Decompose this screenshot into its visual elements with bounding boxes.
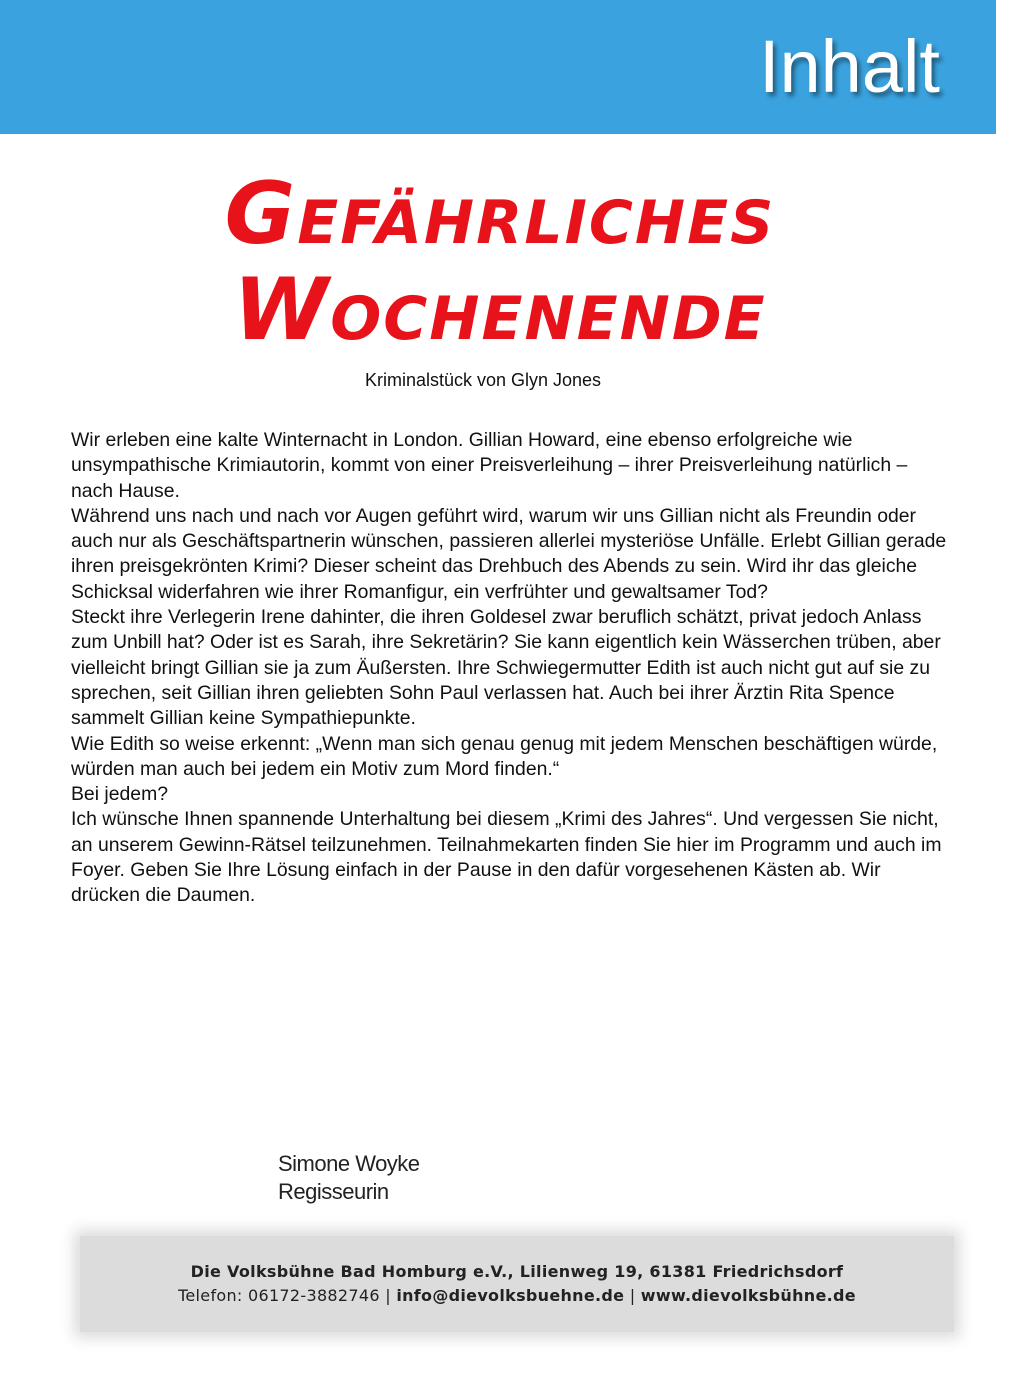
footer-separator: | (385, 1286, 391, 1305)
footer-contact-line (80, 1286, 954, 1305)
director-role: Regisseurin (278, 1179, 389, 1204)
footer-contact-box (80, 1236, 954, 1332)
synopsis-paragraph: Steckt ihre Verlegerin Irene dahinter, die ihren Goldesel zwar beruflich schätzt, privat jedoch Anlass zum Unbill hat? Oder ist es Sarah, ihre Sekretärin? Sie kann eigentlich kein Wässerchen trüben, aber vielleicht bringt Gillian sie ja zum Äußersten. Ihre Schwiegermutter Edith ist auch nicht gut auf sie zu sprechen, seit Gillian ihren geliebten Sohn Paul verlassen hat. Auch bei ihrer Ärztin Rita Spence sammelt Gillian keine Sympathiepunkte. (71, 606, 941, 730)
footer-website[interactable]: www.dievolksbühne.de (640, 1286, 856, 1305)
synopsis-paragraph: Wir erleben eine kalte Winternacht in London. Gillian Howard, eine ebenso erfolgreiche wie unsympathische Krimiautorin, kommt von einer Preisverleihung – ihrer Preisverleihung natürlich – nach Hause. (71, 429, 908, 502)
section-title: Inhalt (758, 25, 940, 108)
footer-separator: | (629, 1286, 636, 1305)
synopsis-paragraph: Wie Edith so weise erkennt: „Wenn man sich genau genug mit jedem Menschen beschäftigen würde, würden man auch bei jedem ein Motiv zum Mord finden.“ (71, 732, 938, 780)
play-title-line-1: Gefährliches (224, 164, 776, 264)
synopsis-paragraph: Bei jedem? (71, 783, 169, 806)
director-name: Simone Woyke (278, 1151, 420, 1176)
director-portrait (86, 986, 252, 1202)
director-signature (278, 1150, 420, 1206)
footer-address: Die Volksbühne Bad Homburg e.V., Lilienweg 19, 61381 Friedrichsdorf (190, 1262, 844, 1281)
play-title (0, 166, 1000, 358)
synopsis-text (71, 428, 951, 909)
play-title-line-2: Wochenende (233, 260, 767, 360)
synopsis-paragraph: Während uns nach und nach vor Augen geführt wird, warum wir uns Gillian nicht als Freundin oder auch nur als Geschäftspartnerin wünschen, passieren allerlei mysteriöse Unfälle. Erlebt Gillian gerade ihren preisgekrönten Krimi? Dieser scheint das Drehbuch des Abends zu sein. Wird ihr das gleiche Schicksal widerfahren wie ihrer Romanfigur, ein verfrühter und gewaltsamer Tod? (71, 504, 947, 603)
footer-email[interactable]: info@dievolksbuehne.de (396, 1286, 625, 1305)
play-subtitle: Kriminalstück von Glyn Jones (364, 370, 602, 390)
footer-phone: Telefon: 06172-3882746 (178, 1286, 380, 1305)
synopsis-paragraph: Ich wünsche Ihnen spannende Unterhaltung bei diesem „Krimi des Jahres“. Und vergessen Sie nicht, an unserem Gewinn-Rätsel teilzunehmen. Teilnahmekarten finden Sie hier im Programm und auch im Foyer. Geben Sie Ihre Lösung einfach in der Pause in den dafür vorgesehenen Kästen ab. Wir drücken die Daumen. (71, 808, 942, 907)
